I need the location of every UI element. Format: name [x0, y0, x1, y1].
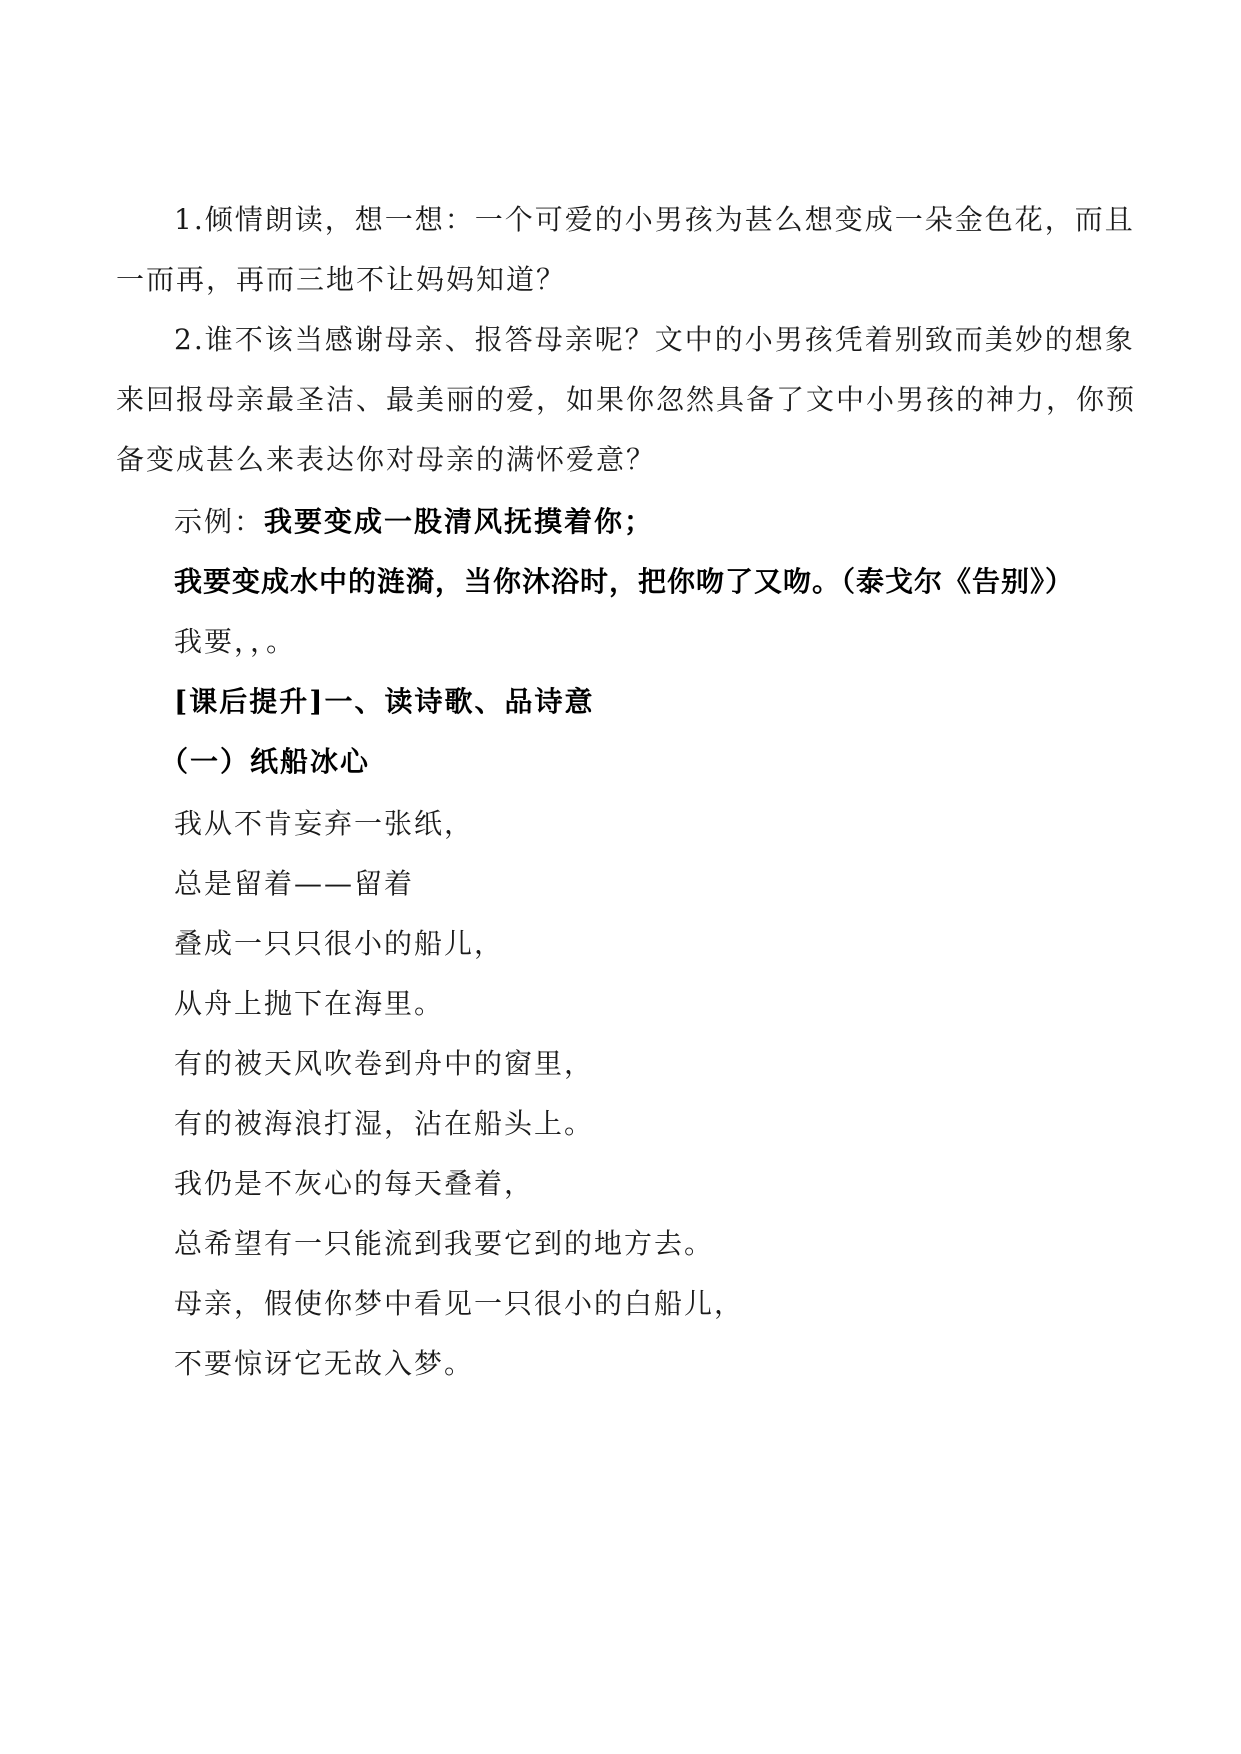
- example-label: 示例：: [174, 505, 265, 538]
- question-2-line-2: 来回报母亲最圣洁、最美丽的爱，如果你忽然具备了文中小男孩的神力，你预: [116, 383, 1137, 416]
- example-text-1: 我要变成一股清风抚摸着你；: [264, 505, 655, 538]
- question-2-line-3: 备变成甚么来表达你对母亲的满怀爱意？: [116, 443, 657, 476]
- poem-line: 总是留着——留着: [174, 867, 415, 900]
- example-line-2: 我要变成水中的涟漪，当你沐浴时，把你吻了又吻。（泰戈尔《告别》）: [174, 565, 1075, 598]
- question-1-line-1: 1.倾情朗读，想一想：一个可爱的小男孩为甚么想变成一朵金色花，而且: [174, 203, 1135, 236]
- poem-line: 有的被天风吹卷到舟中的窗里，: [174, 1047, 595, 1080]
- poem-line: 有的被海浪打湿，沾在船头上。: [174, 1107, 595, 1140]
- question-2-line-1: 2.谁不该当感谢母亲、报答母亲呢？文中的小男孩凭着别致而美妙的想象: [174, 323, 1135, 356]
- question-1-line-2: 一而再，再而三地不让妈妈知道？: [116, 263, 567, 296]
- poem-line: 我从不肯妄弃一张纸，: [174, 807, 475, 840]
- poem-title: （一）纸船冰心: [160, 745, 371, 778]
- poem-line: 我仍是不灰心的每天叠着，: [174, 1167, 535, 1200]
- poem-line: 总希望有一只能流到我要它到的地方去。: [174, 1227, 715, 1260]
- poem-line: 母亲，假使你梦中看见一只很小的白船儿，: [174, 1287, 745, 1320]
- section-heading: [课后提升]一、读诗歌、品诗意: [174, 685, 595, 718]
- example-line-1: [174, 502, 1184, 542]
- poem-line: 不要惊讶它无故入梦。: [174, 1347, 475, 1380]
- poem-line: 叠成一只只很小的船儿，: [174, 927, 505, 960]
- poem-line: 从舟上抛下在海里。: [174, 987, 445, 1020]
- example-blank-line: 我要，，。: [174, 625, 297, 658]
